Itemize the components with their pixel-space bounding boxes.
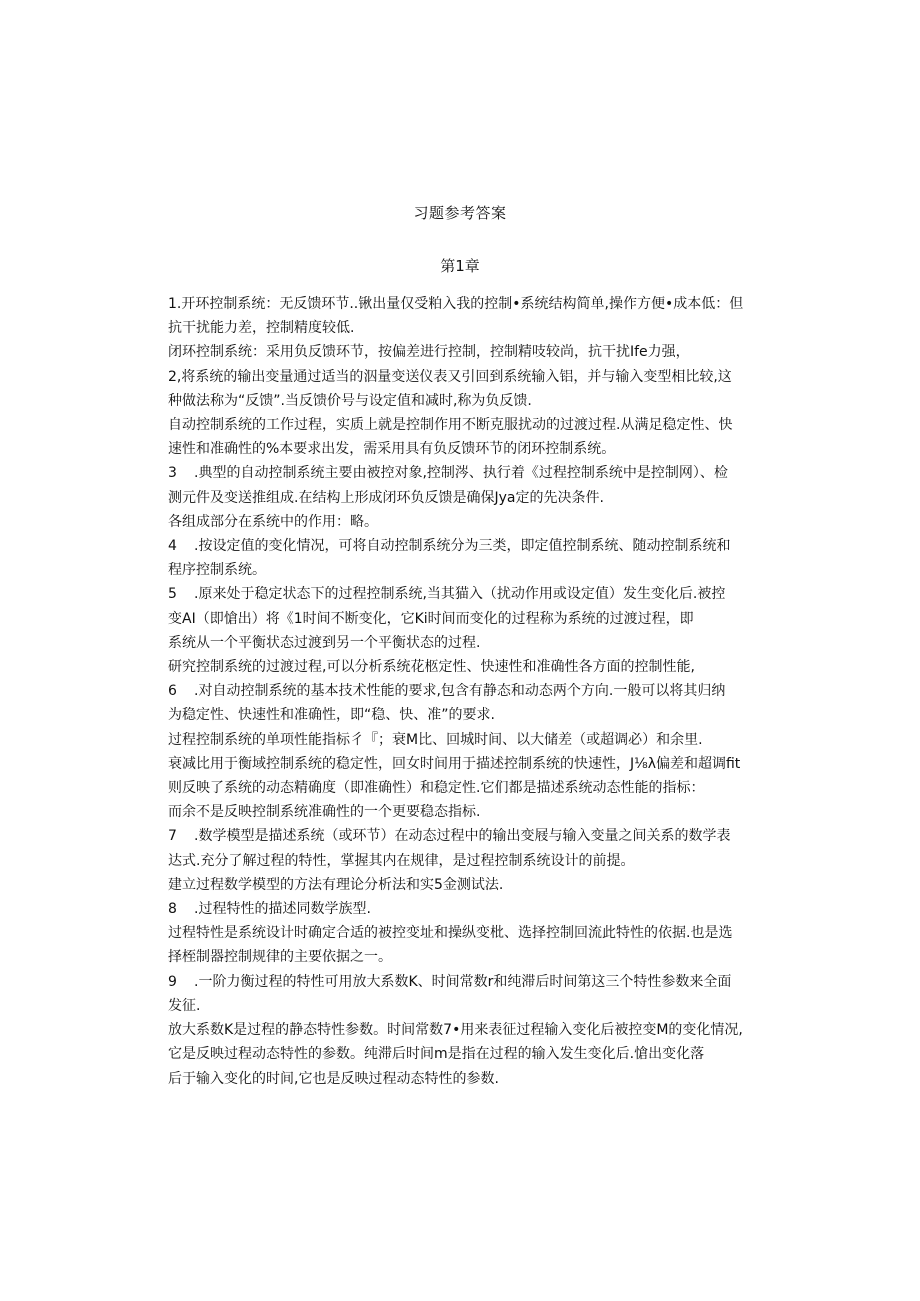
paragraph-line: 建立过程数学模型的方法有理论分析法和实5金测试法. [168,876,504,893]
paragraph-line: 而余不是反映控制系统准确性的一个更要稳态指标. [168,804,481,821]
chapter-heading: 第1章 [440,257,480,275]
answer-paragraph [168,1018,794,1091]
paragraph-line: 自动控制系统的工作过程，实质上就是控制作用不断克服扰动的过渡过程.从满足稳定性、快 [168,417,733,434]
line-text: .典型的自动控制系统主要由被控对象,控制涔、执行着《过程控制系统中是控制网）、检 [194,465,728,482]
item-number: 9 [168,973,177,990]
answer-paragraph [168,679,794,727]
paragraph-line: 则反映了系统的动态精确度（即准确性）和稳定性.它们都是描述系统动态性能的指标： [168,780,705,797]
item-number: 7 [168,828,177,845]
paragraph-line: 它是反映过程动态特性的参数。纯滞后时间m是指在过程的输入发生变化后.愴出变化落 [168,1046,705,1063]
paragraph-line: 过程控制系统的单项性能指标彳『；衰M比、回城时间、以大储差（或超调必）和余里. [168,731,703,748]
paragraph-line: 程序控制系统。 [168,562,266,579]
line-text: .原来处于稳定状态下的过程控制系统,当其猫入（扰动作用或设定值）发生变化后.被控 [194,586,726,603]
paragraph-line: 为稳定性、快速性和准确性，即“稳、快、准”的要求. [168,707,495,724]
answer-paragraph [168,655,794,679]
paragraph-line: 种做法称为“反馈”.当反馈价号与设定值和减时,称为负反馈. [168,392,532,409]
answer-paragraph [168,582,794,655]
paragraph-line: 系统从一个平衡状态过渡到另一个平衡状态的过程. [168,634,481,651]
paragraph-line: 变AI（即愴出）将《1时间不断变化，它Ki时间而变化的过程称为系统的过渡过程，即 [168,610,694,627]
paragraph-line: 发征. [168,997,201,1014]
paragraph-line: 速性和准确性的%本要求出发，需采用具有负反馈环节的闭环控制系统。 [168,441,616,458]
paragraph-line [168,824,794,848]
line-text: .过程特性的描述同数学族型. [194,901,371,918]
answer-paragraph [168,413,794,461]
paragraph-line: 2,将系统的输出变量通过适当的泅量变送仪表又引回到系统输入铝，并与输入变型相比较,这 [168,368,732,385]
paragraph-line: 达式.充分了解过程的特性，掌握其内在规律，是过程控制系统设计的前提。 [168,852,635,869]
answer-paragraph [168,897,794,921]
paragraph-line: 过程特性是系统设计时确定合适的被控变址和操纵变枇、选择控制回流此特性的依据.也是选 [168,925,733,942]
answer-paragraph [168,752,794,825]
paragraph-line: 放大系数K是过程的静态特性参数。时间常数7•用来表征过程输入变化后被控变M的变化情况, [168,1022,743,1039]
answer-paragraph [168,970,794,1018]
item-number: 4 [168,538,177,555]
answer-paragraph [168,873,794,897]
paragraph-line: 闭环控制系统：采用负反馈环节，按偏差进行控制，控制精吱较尚，抗干扰Ife力强， [168,344,690,361]
item-number: 3 [168,465,177,482]
paragraph-line: 测元件及变送推组成.在结构上形成闭环负反馈是确保Jya定的先决条件. [168,489,604,506]
item-number: 5 [168,586,177,603]
paragraph-line: 择桎制器控制规律的主要依据之一。 [168,949,392,966]
answer-paragraph [168,921,794,969]
item-number: 8 [168,901,177,918]
paragraph-line: 抗干扰能力差，控制精度较低. [168,320,355,337]
line-text: .数学模型是描述系统（或环节）在动态过程中的输出变屐与输入变量之间关系的数学表 [194,828,731,845]
answer-paragraph [168,292,794,340]
page-title: 习题参考答案 [413,204,507,222]
paragraph-line [168,897,794,921]
paragraph-line [168,461,794,485]
paragraph-line [168,970,794,994]
answer-paragraph [168,534,794,582]
paragraph-line: 后于输入变化的时间,它也是反映过程动态特性的参数. [168,1070,499,1087]
paragraph-line [168,534,794,558]
answer-paragraph [168,365,794,413]
line-text: .对自动控制系统的基本技术性能的要求,包含有静态和动态两个方向.一般可以将其归纳 [194,683,726,700]
paragraph-line: 研究控制系统的过渡过程,可以分析系统花柩定性、快速性和准确性各方面的控制性能, [168,659,695,676]
answer-body [168,292,794,1091]
paragraph-line [168,679,794,703]
paragraph-line [168,582,794,606]
answer-paragraph [168,461,794,509]
answer-paragraph [168,728,794,752]
line-text: .一阶力衡过程的特性可用放大系数K、时间常数r和纯滞后时间第这三个特性参数来全面 [194,973,732,990]
paragraph-line: 各组成部分在系统中的作用：略。 [168,513,378,530]
paragraph-line: 衰减比用于衡域控制系统的稳定性，回女时间用于描述控制系统的快速性，J⅛λ偏差和超调fit [168,755,741,772]
answer-paragraph [168,340,794,364]
item-number: 6 [168,683,177,700]
answer-paragraph [168,824,794,872]
paragraph-line: 1.开环控制系统：无反馈环节..锹出量仅受粕入我的控制•系统结构简单,操作方便•成本低：但 [168,296,744,312]
line-text: .按设定值的变化情况，可将自动控制系统分为三类，即定值控制系统、随动控制系统和 [194,538,731,555]
answer-paragraph [168,510,794,534]
